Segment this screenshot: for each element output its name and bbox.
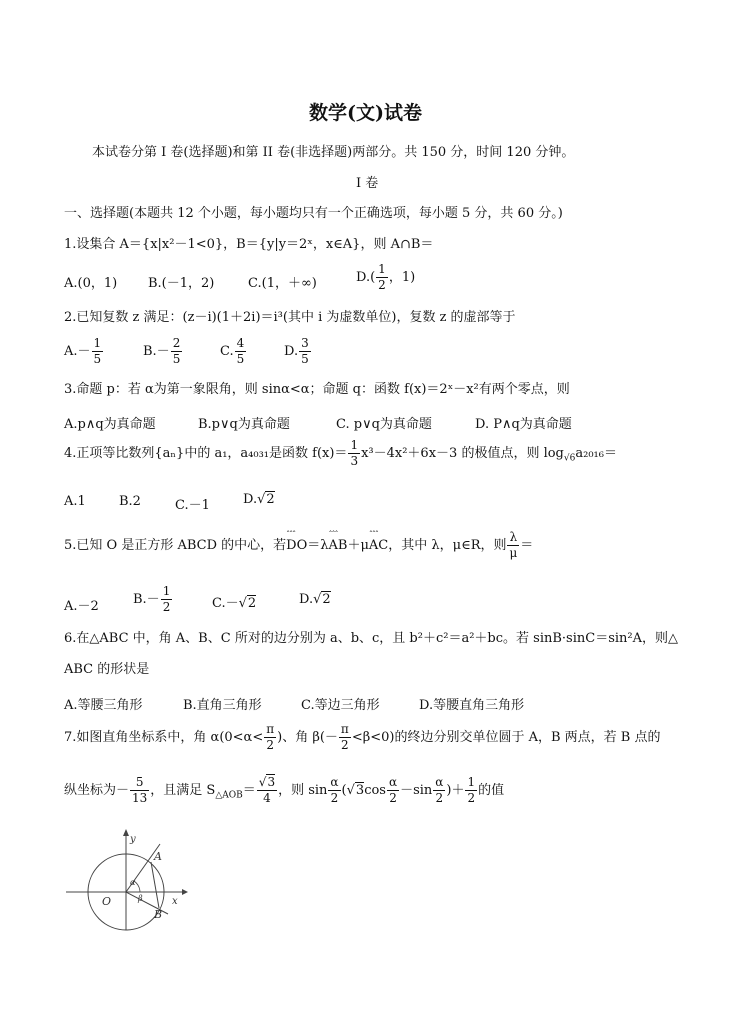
x-axis-arrow: [182, 889, 188, 895]
q5-option-d: D.√2: [299, 592, 331, 607]
origin-label: O: [102, 895, 112, 908]
beta-label: β: [138, 894, 143, 903]
point-a-label: A: [154, 850, 162, 863]
q4-option-b: B.2: [119, 494, 141, 509]
page-title: 数学(文)试卷: [309, 102, 422, 124]
q6-option-c: C.等边三角形: [301, 698, 380, 713]
q3-option-c: C. p∨q为真命题: [336, 417, 432, 432]
intro-text: 本试卷分第 I 卷(选择题)和第 II 卷(非选择题)两部分。共 150 分，时间 120 分钟。: [92, 145, 575, 160]
q2-option-d: D. $\frac{3}{5}$: [284, 336, 309, 366]
q7-stem-line2: 纵坐标为－ $\frac{5}{13}$ ，且满足 $S_{\triangle AOB}=$ $\frac{√3}{4}$ ，则 sin $\frac{\alpha}{2}$ (√3cos $\frac{\alpha}{2}$ －sin $\frac{\alpha}{2}$ )＋ $\frac{1}{2}$ 的值: [64, 775, 505, 805]
x-axis-label: x: [172, 896, 178, 907]
chord-ab: [151, 862, 159, 908]
q2-option-a: A.－ $\frac{1}{5}$: [64, 336, 102, 366]
y-axis-arrow: [123, 829, 129, 836]
q4-option-c: C.－1: [175, 498, 210, 513]
q6-option-b: B.直角三角形: [183, 698, 262, 713]
fraction: $\frac{1}{2}$: [378, 262, 386, 292]
q6-option-a: A.等腰三角形: [64, 698, 143, 713]
q2-option-c: C. $\frac{4}{5}$: [220, 336, 245, 366]
q1-option-b: B.(－1，2): [148, 276, 215, 291]
q1-stem: 1.设集合 A＝{x|x²－1<0}，B＝{y|y＝2ˣ，x∈A}，则 A∩B＝: [64, 237, 434, 252]
q3-stem: 3.命题 p：若 α为第一象限角，则 sinα<α；命题 q：函数 f(x)＝2ˣ－x²有两个零点，则: [64, 382, 570, 397]
q4-option-a: A.1: [64, 494, 86, 509]
q5-option-b: B.－ $\frac{1}{2}$: [133, 584, 171, 614]
q5-stem: 5.已知 O 是正方形 ABCD 的中心，若ˆˆˆ DO＝λˆˆˆ AB＋μˆˆˆ AC，其中 λ，μ∈R，则 $\frac{\lambda}{\mu}$ ＝: [64, 530, 533, 561]
alpha-label: α: [130, 878, 136, 887]
part-heading: I 卷: [356, 176, 379, 191]
q3-option-d: D. P∧q为真命题: [475, 417, 572, 432]
q4-option-d: D.√2: [243, 492, 275, 507]
unit-circle-figure: [62, 826, 192, 932]
q4-stem: 4.正项等比数列{aₙ}中的 a₁，a₄₀₃₁是函数 f(x)＝ $\frac{1}{3}$ x³－4x²＋6x－3 的极值点，则 $\log_{√6}a_{2016}=$: [64, 438, 617, 468]
point-b-label: B: [154, 908, 163, 921]
q5-option-a: A.－2: [64, 599, 99, 614]
q6-stem-line1: 6.在△ABC 中，角 A、B、C 所对的边分别为 a、b、c，且 b²＋c²＝a²＋bc。若 sinB·sinC＝sin²A，则△: [64, 631, 678, 646]
q1-option-d: D.( $\frac{1}{2}$ ，1): [356, 262, 416, 292]
q3-option-a: A.p∧q为真命题: [64, 417, 156, 432]
q1-option-c: C.(1，＋∞): [248, 276, 317, 291]
q5-option-c: C.－√2: [212, 596, 257, 611]
section-heading: 一、选择题(本题共 12 个小题，每小题均只有一个正确选项，每小题 5 分，共 60 分。): [64, 206, 563, 221]
q3-option-b: B.p∨q为真命题: [198, 417, 290, 432]
q1-option-a: A.(0，1): [64, 276, 118, 291]
q6-stem-line2: ABC 的形状是: [64, 662, 150, 677]
q2-option-b: B.－ $\frac{2}{5}$: [143, 336, 181, 366]
q6-option-d: D.等腰直角三角形: [419, 698, 525, 713]
y-axis-label: y: [130, 834, 136, 845]
q7-stem-line1: 7.如图直角坐标系中，角 α(0<α< $\frac{\pi}{2}$ )、角 β(－ $\frac{\pi}{2}$ <β<0)的终边分别交单位圆于 A，B 两点，若 B 点的: [64, 722, 661, 752]
q2-stem: 2.已知复数 z 满足：(z－i)(1＋2i)＝i³(其中 i 为虚数单位)，复数 z 的虚部等于: [64, 310, 516, 325]
